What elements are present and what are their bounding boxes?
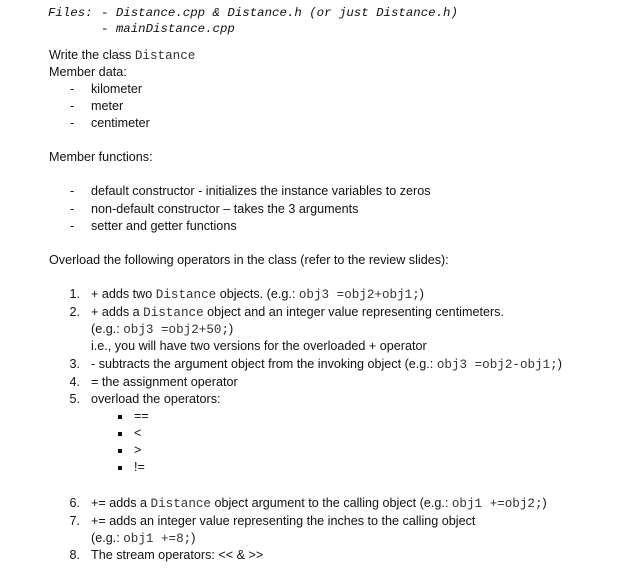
class-name-code: Distance: [134, 49, 196, 63]
item-text: object argument to the calling object (e.g.:: [211, 496, 452, 510]
list-item-3: [91, 357, 562, 372]
dash-bullet: -: [70, 116, 75, 130]
item-text: ): [557, 357, 562, 371]
list-number: 8.: [69, 548, 80, 562]
dash-bullet: -: [70, 184, 75, 198]
list-item-6: [91, 496, 547, 511]
dash-bullet: -: [70, 99, 75, 113]
list-item-5: overload the operators:: [91, 392, 221, 406]
item-text: (e.g.:: [91, 322, 124, 336]
member-functions-heading: Member functions:: [49, 150, 153, 164]
inline-code: Distance: [150, 497, 211, 511]
item-text: + adds a: [91, 305, 144, 319]
item-text: objects. (e.g.:: [216, 287, 299, 301]
list-number: 4.: [69, 375, 80, 389]
item-text: ): [542, 496, 547, 510]
square-bullet-icon: [118, 466, 122, 470]
item-text: += adds a: [91, 496, 151, 510]
list-number: 3.: [69, 357, 80, 371]
list-item-7: += adds an integer value representing the inches to the calling object: [91, 514, 476, 528]
files-line-1: - Distance.cpp & Distance.h (or just Distance.h): [101, 6, 458, 20]
inline-code: obj3 =obj2+obj1;: [298, 288, 420, 302]
operator-item: >: [134, 443, 142, 457]
inline-code: obj3 =obj2-obj1;: [436, 358, 558, 372]
dash-bullet: -: [70, 202, 75, 216]
files-label: Files:: [48, 6, 93, 20]
item-text: (e.g.:: [91, 531, 124, 545]
member-function-item: default constructor - initializes the instance variables to zeros: [91, 184, 431, 198]
inline-code: Distance: [155, 288, 217, 302]
square-bullet-icon: [118, 432, 122, 436]
inline-code: Distance: [143, 306, 204, 320]
inline-code: obj1 +=8;: [123, 532, 192, 546]
item-text: + adds two: [91, 287, 156, 301]
list-item-1: [91, 287, 424, 302]
square-bullet-icon: [118, 415, 122, 419]
list-number: 6.: [69, 496, 80, 510]
inline-code: obj3 =obj2+50;: [123, 323, 230, 337]
list-item-4: = the assignment operator: [91, 375, 238, 389]
write-class-text: Write the class: [49, 48, 135, 62]
list-number: 5.: [69, 392, 80, 406]
operator-item: !=: [134, 460, 145, 474]
list-item-2: [91, 305, 504, 320]
dash-bullet: -: [70, 219, 75, 233]
list-number: 7.: [69, 514, 80, 528]
member-function-item: non-default constructor – takes the 3 arguments: [91, 202, 359, 216]
square-bullet-icon: [118, 449, 122, 453]
member-data-item: meter: [91, 99, 124, 113]
list-item-7-line-2: [91, 531, 195, 546]
list-item-8: The stream operators: << & >>: [91, 548, 264, 562]
files-line-2: - mainDistance.cpp: [101, 22, 235, 36]
item-text: ): [229, 322, 234, 336]
item-text: object and an integer value representing centimeters.: [203, 305, 504, 319]
overload-heading: Overload the following operators in the class (refer to the review slides):: [49, 253, 449, 267]
list-number: 2.: [69, 305, 80, 319]
write-class-line: [49, 48, 195, 63]
member-data-item: kilometer: [91, 82, 143, 96]
operator-item: <: [134, 426, 142, 440]
item-text: ): [419, 287, 424, 301]
item-text: - subtracts the argument object from the invoking object (e.g.:: [91, 357, 437, 371]
list-item-2-line-3: i.e., you will have two versions for the overloaded + operator: [91, 339, 427, 353]
dash-bullet: -: [70, 82, 75, 96]
list-number: 1.: [69, 287, 80, 301]
item-text: ): [191, 531, 196, 545]
member-function-item: setter and getter functions: [91, 219, 237, 233]
member-data-heading: Member data:: [49, 65, 127, 79]
operator-item: ==: [134, 409, 149, 423]
member-data-item: centimeter: [91, 116, 150, 130]
inline-code: obj1 +=obj2;: [451, 497, 543, 511]
list-item-2-line-2: [91, 322, 233, 337]
